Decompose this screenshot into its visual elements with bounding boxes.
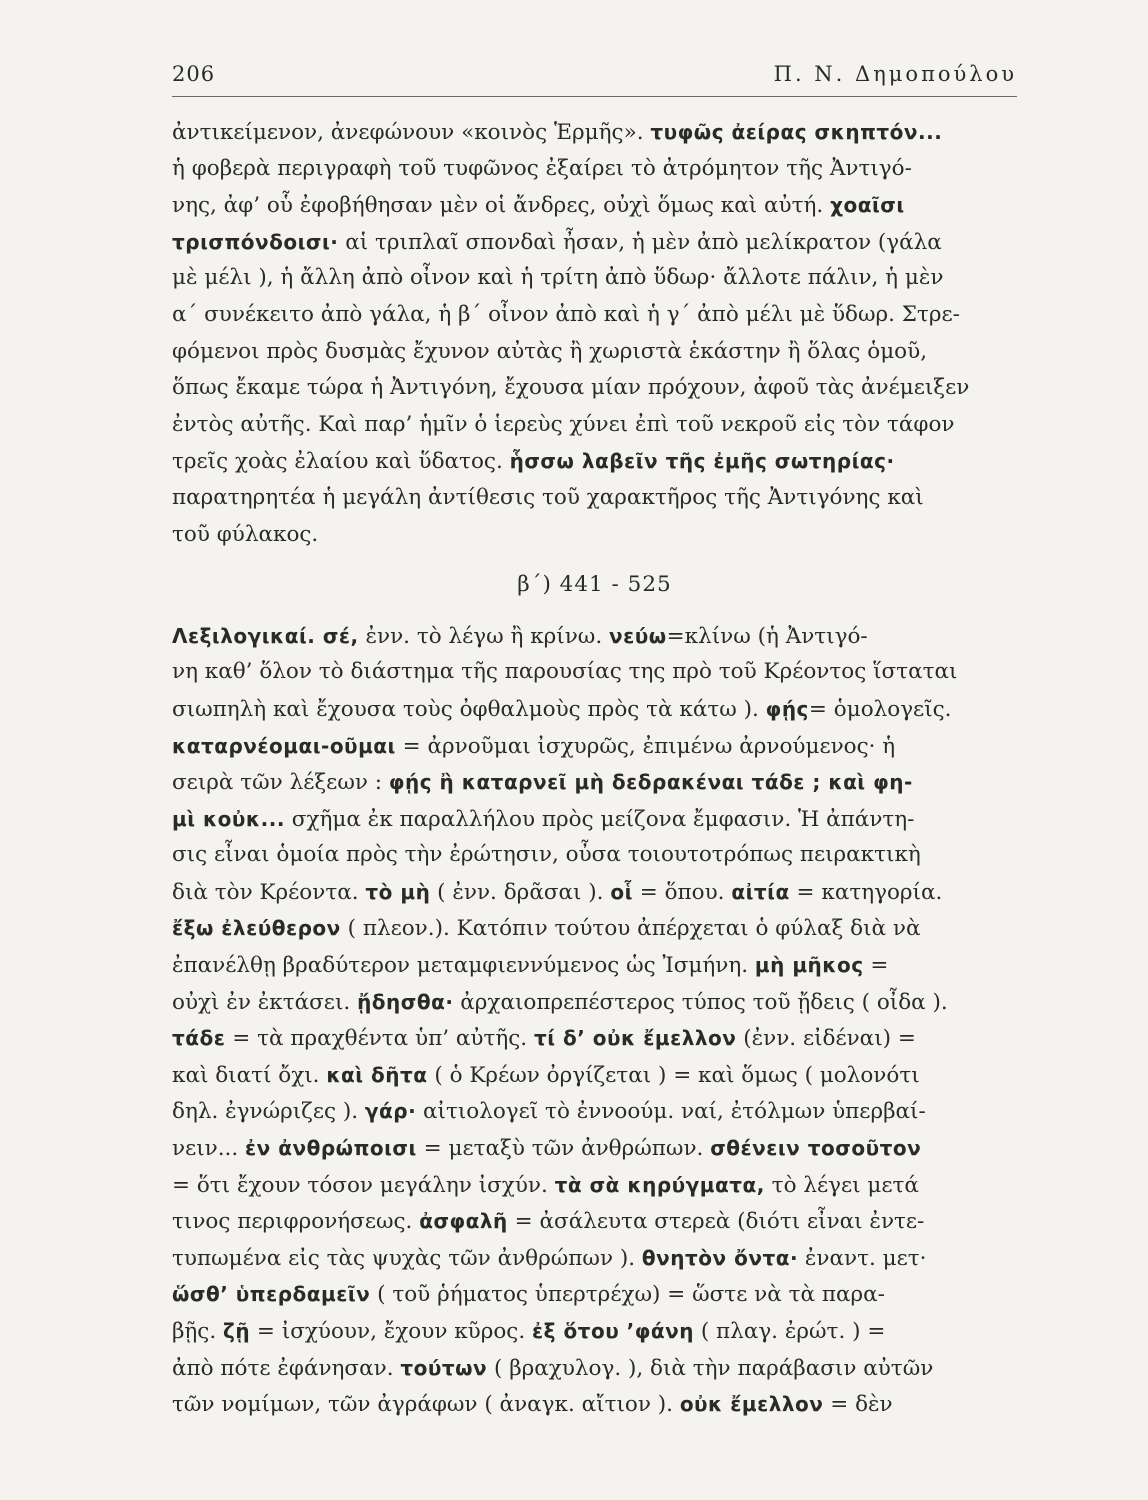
text-segment: ( τοῦ ῥήματος ὑπερτρέχω) = ὥστε νὰ τὰ παρα- xyxy=(370,1282,885,1308)
text-segment: ( ἐνν. δρᾶσαι ). xyxy=(430,879,611,905)
lemma-term: τάδε xyxy=(172,1026,226,1051)
lemma-term: καὶ δῆτα xyxy=(326,1062,428,1087)
lemma-term: καταρνέομαι-οῦμαι xyxy=(172,733,396,758)
lemma-term: μὶ κοὐκ... xyxy=(172,806,285,831)
lemma-term: τρισπόνδοισι· xyxy=(172,229,339,254)
lexical-notes-paragraph xyxy=(172,618,1017,1423)
text-line xyxy=(172,517,1017,554)
text-line xyxy=(172,1313,1017,1350)
text-segment: φόμενοι πρὸς δυσμὰς ἔχυνον αὐτὰς ἢ χωριστὰ ἑκάστην ἢ ὅλας ὁμοῦ, xyxy=(172,338,928,364)
text-segment: τῶν νομίμων, τῶν ἀγράφων ( ἀναγκ. αἴτιον ). xyxy=(172,1392,680,1418)
body-text xyxy=(172,114,1017,1423)
lemma-term: οἷ xyxy=(610,879,633,904)
text-line xyxy=(172,114,1017,151)
text-segment: = ὅτι ἔχουν τόσον μεγάλην ἰσχύν. xyxy=(172,1172,555,1198)
page-header xyxy=(172,58,1017,97)
commentary-paragraph xyxy=(172,114,1017,553)
text-line xyxy=(172,691,1017,728)
text-line xyxy=(172,1203,1017,1240)
text-segment: ( ὁ Κρέων ὀργίζεται ) = καὶ ὅμως ( μολονότι xyxy=(427,1062,920,1088)
text-line xyxy=(172,1057,1017,1094)
text-segment: ὅπως ἔκαμε τώρα ἡ Ἀντιγόνη, ἔχουσα μίαν πρόχουν, ἀφοῦ τὰς ἀνέμειξεν xyxy=(172,375,970,401)
lemma-term: ἧσσω λαβεῖν τῆς ἐμῆς σωτηρίας· xyxy=(509,449,895,474)
text-segment: νειν... xyxy=(172,1136,246,1162)
lemma-term: ζῇ xyxy=(223,1319,251,1343)
text-segment: = ὅπου. xyxy=(632,879,732,905)
text-line xyxy=(172,728,1017,765)
text-segment: αἱ τριπλαῖ σπονδαὶ ἦσαν, ἡ μὲν ἀπὸ μελίκρατον (γάλα xyxy=(338,229,942,255)
text-line xyxy=(172,407,1017,444)
lemma-term: τί δ’ οὐκ ἔμελλον xyxy=(533,1026,737,1051)
text-segment: οὐχὶ ἐν ἐκτάσει. xyxy=(172,989,358,1015)
section-heading-text: β΄) 441 - 525 xyxy=(517,572,672,598)
text-segment: νης, ἀφ’ οὗ ἐφοβήθησαν μὲν οἱ ἄνδρες, οὐχὶ ὅμως καὶ αὐτή. xyxy=(172,193,831,219)
text-segment: σις εἶναι ὁμοία πρὸς τὴν ἐρώτησιν, οὖσα τοιουτοτρόπως πειρακτικὴ xyxy=(172,842,921,868)
lemma-term: γάρ· xyxy=(364,1099,417,1124)
lemma-term: ἔξω ἐλεύθερον xyxy=(172,916,341,941)
text-segment: ἀπὸ πότε ἐφάνησαν. xyxy=(172,1355,401,1381)
text-segment: ἀρχαιοπρεπέστερος τύπος τοῦ ᾔδεις ( οἶδα ). xyxy=(453,989,948,1015)
lemma-term: φῄς ἢ καταρνεῖ μὴ δεδρακέναι τάδε ; καὶ φη- xyxy=(388,770,913,795)
lemma-term: τυφῶς ἀείρας σκηπτόν... xyxy=(650,120,943,144)
text-segment: = μεταξὺ τῶν ἀνθρώπων. xyxy=(416,1136,711,1162)
text-segment: = ἀρνοῦμαι ἰσχυρῶς, ἐπιμένω ἀρνούμενος· ἡ xyxy=(395,733,896,759)
text-line xyxy=(172,297,1017,334)
text-segment: =κλίνω (ἡ Ἀντιγό- xyxy=(666,623,868,649)
text-segment: = ἰσχύουν, ἔχουν κῦρος. xyxy=(250,1319,533,1344)
text-line xyxy=(172,480,1017,517)
text-line xyxy=(172,224,1017,261)
text-line xyxy=(172,910,1017,947)
text-line xyxy=(172,947,1017,984)
text-line xyxy=(172,1350,1017,1387)
page-number: 206 xyxy=(172,62,216,86)
text-line xyxy=(172,801,1017,838)
text-segment: ἐνν. τὸ λέγω ἢ κρίνω. xyxy=(358,623,609,649)
text-line xyxy=(172,837,1017,874)
text-line xyxy=(172,874,1017,911)
text-line xyxy=(172,764,1017,801)
lemma-term: ἐξ ὅτου ’φάνη xyxy=(532,1319,694,1343)
text-segment: = xyxy=(863,953,889,979)
text-segment: ( πλαγ. ἐρώτ. ) = xyxy=(694,1319,886,1344)
lemma-term: τούτων xyxy=(400,1355,488,1380)
text-line xyxy=(172,1093,1017,1130)
lemma-term: θνητὸν ὄντα· xyxy=(641,1245,799,1270)
text-segment: αἰτιολογεῖ τὸ ἐννοούμ. ναί, ἐτόλμων ὑπερβαί- xyxy=(416,1099,926,1125)
text-line xyxy=(172,260,1017,297)
lemma-term: τὰ σὰ κηρύγματα, xyxy=(554,1172,765,1197)
text-segment: ἡ φοβερὰ περιγραφὴ τοῦ τυφῶνος ἐξαίρει τὸ ἀτρόμητον τῆς Ἀντιγό- xyxy=(172,155,912,181)
text-segment: βῇς. xyxy=(172,1319,224,1344)
text-segment: τινος περιφρονήσεως. xyxy=(172,1209,420,1235)
lemma-term: ᾔδησθα· xyxy=(357,989,454,1014)
lemma-term: ἀσφαλῆ xyxy=(419,1209,508,1234)
text-segment: ( βραχυλογ. ), διὰ τὴν παράβασιν αὐτῶν xyxy=(487,1355,934,1381)
lemma-term: σθένειν τοσοῦτον xyxy=(710,1136,922,1161)
lemma-term: αἰτία xyxy=(731,879,790,904)
text-segment: διὰ τὸν Κρέοντα. xyxy=(172,879,366,905)
text-segment: = ὁμολογεῖς. xyxy=(808,696,952,722)
text-segment: = τὰ πραχθέντα ὑπ’ αὐτῆς. xyxy=(225,1026,534,1052)
text-line xyxy=(172,1130,1017,1167)
text-line xyxy=(172,1240,1017,1277)
lemma-term: μὴ μῆκος xyxy=(754,953,864,978)
lemma-term: νεύω xyxy=(608,623,667,648)
lemma-term: οὐκ ἔμελλον xyxy=(679,1392,824,1417)
lemma-term: τὸ μὴ xyxy=(365,879,431,904)
text-segment: παρατηρητέα ἡ μεγάλη ἀντίθεσις τοῦ χαρακτῆρος τῆς Ἀντιγόνης καὶ xyxy=(172,484,924,510)
text-line xyxy=(172,443,1017,480)
text-line xyxy=(172,1020,1017,1057)
text-segment: μὲ μέλι ), ἡ ἄλλη ἀπὸ οἶνον καὶ ἡ τρίτη ἀπὸ ὕδωρ· ἄλλοτε πάλιν, ἡ μὲν xyxy=(172,265,944,291)
text-segment: δηλ. ἐγνώριζες ). xyxy=(172,1099,365,1125)
text-segment: σχῆμα ἐκ παραλλήλου πρὸς μείζονα ἔμφασιν. Ἡ ἀπάντη- xyxy=(284,806,915,832)
text-segment: ( πλεον.). Κατόπιν τούτου ἀπέρχεται ὁ φύλαξ διὰ νὰ xyxy=(340,916,921,942)
section-heading xyxy=(172,567,1017,604)
text-segment: = ἀσάλευτα στερεὰ (διότι εἶναι ἐντε- xyxy=(507,1209,925,1235)
text-segment: = δὲν xyxy=(823,1392,893,1418)
lemma-term: χοαῖσι xyxy=(830,193,905,218)
text-segment: καὶ διατί ὄχι. xyxy=(172,1062,327,1088)
text-line xyxy=(172,1167,1017,1204)
lemma-term: φῄς xyxy=(765,696,809,721)
text-line xyxy=(172,1386,1017,1423)
text-segment: ἐπανέλθῃ βραδύτερον μεταμφιεννύμενος ὡς Ἰσμήνη. xyxy=(172,953,755,979)
text-segment: νη καθ’ ὅλον τὸ διάστημα τῆς παρουσίας της πρὸ τοῦ Κρέοντος ἵσταται xyxy=(172,659,958,685)
text-segment: σιωπηλὴ καὶ ἔχουσα τοὺς ὀφθαλμοὺς πρὸς τὰ κάτω ). xyxy=(172,696,766,722)
running-head: Π. Ν. Δημοπούλου xyxy=(773,62,1017,86)
lemma-term: ὥσθ’ ὑπερδαμεῖν xyxy=(172,1282,371,1307)
text-segment: (ἐνν. εἰδέναι) = xyxy=(736,1026,916,1052)
text-line xyxy=(172,618,1017,655)
text-segment: ἐναντ. μετ· xyxy=(798,1245,927,1271)
text-line xyxy=(172,187,1017,224)
text-segment: τὸ λέγει μετά xyxy=(764,1172,919,1198)
text-segment: = κατηγορία. xyxy=(789,879,943,905)
text-segment: σειρὰ τῶν λέξεων : xyxy=(172,770,389,796)
text-line xyxy=(172,1276,1017,1313)
text-line xyxy=(172,334,1017,371)
text-segment: τοῦ φύλακος. xyxy=(172,521,319,547)
text-line xyxy=(172,370,1017,407)
text-segment: τυπωμένα εἰς τὰς ψυχὰς τῶν ἀνθρώπων ). xyxy=(172,1245,642,1271)
text-line xyxy=(172,654,1017,691)
text-segment: α΄ συνέκειτο ἀπὸ γάλα, ἡ β΄ οἶνον ἀπὸ καὶ ἡ γ΄ ἀπὸ μέλι μὲ ὕδωρ. Στρε- xyxy=(172,301,960,327)
text-line xyxy=(172,151,1017,188)
text-segment: ἀντικείμενον, ἀνεφώνουν «κοινὸς Ἑρμῆς». xyxy=(172,120,651,145)
lemma-term: Λεξιλογικαί. σέ, xyxy=(172,623,359,648)
lemma-term: ἐν ἀνθρώποισι xyxy=(245,1136,417,1161)
text-segment: ἐντὸς αὐτῆς. Καὶ παρ’ ἡμῖν ὁ ἱερεὺς χύνει ἐπὶ τοῦ νεκροῦ εἰς τὸν τάφον xyxy=(172,411,955,437)
text-line xyxy=(172,984,1017,1021)
text-segment: τρεῖς χοὰς ἐλαίου καὶ ὕδατος. xyxy=(172,449,510,475)
